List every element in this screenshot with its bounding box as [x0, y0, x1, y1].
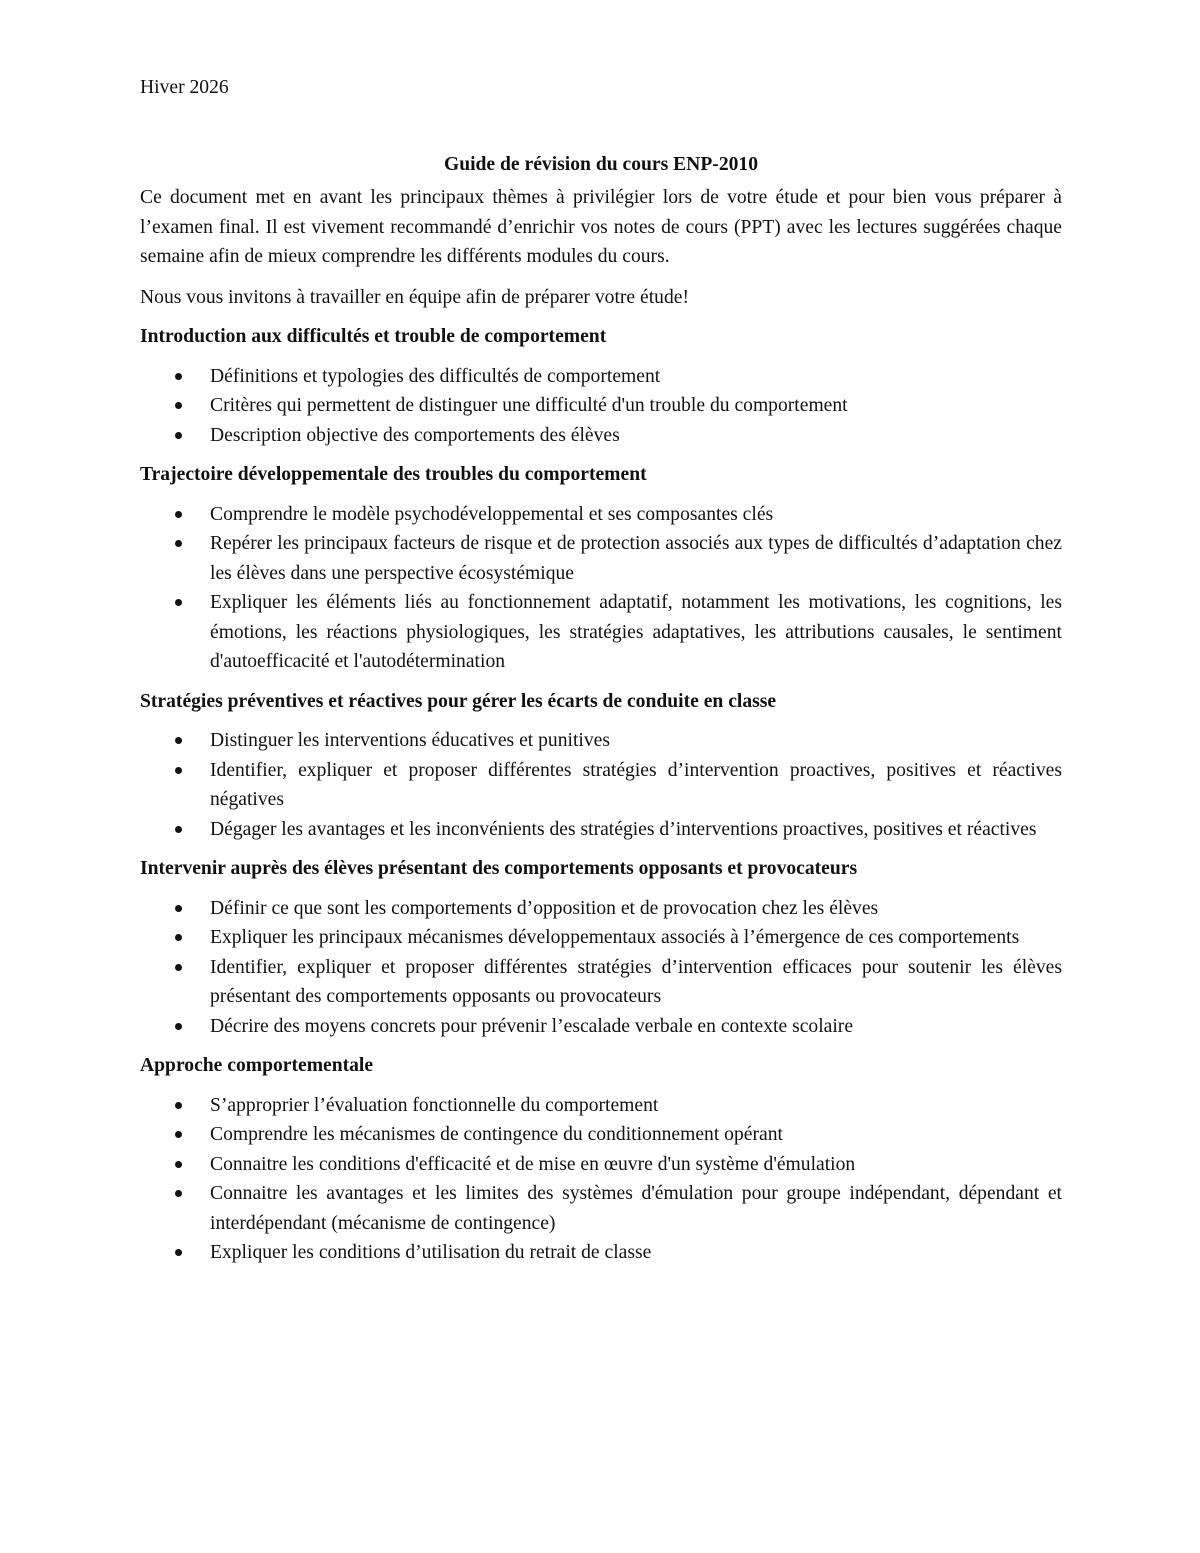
- list-item-text: Expliquer les principaux mécanismes développementaux associés à l’émergence de ces comportements: [210, 927, 1020, 948]
- bullet-icon: [175, 432, 182, 439]
- bullet-icon: [175, 934, 182, 941]
- bullet-icon: [175, 905, 182, 912]
- document-title: Guide de révision du cours ENP-2010: [443, 153, 759, 175]
- section-introduction: [140, 322, 1062, 450]
- section-title: Approche comportementale: [140, 1055, 374, 1076]
- bullet-icon: [175, 737, 182, 744]
- list-item-text: Repérer les principaux facteurs de risque et de protection associés aux types de difficultés d’adaptation chez les élèves dans une perspective écosystémique: [210, 533, 1062, 584]
- list-item: [140, 815, 1062, 845]
- bullet-icon: [175, 964, 182, 971]
- intro: [140, 183, 1062, 312]
- list-item: [140, 421, 1062, 451]
- list-item: [140, 894, 1062, 924]
- list-item: [140, 588, 1062, 677]
- bullet-list: [140, 1091, 1062, 1268]
- list-item: [140, 726, 1062, 756]
- bullet-icon: [175, 1023, 182, 1030]
- list-item-text: Identifier, expliquer et proposer différentes stratégies d’intervention efficaces pour soutenir les élèves présentant des comportements opposants ou provocateurs: [210, 956, 1062, 1007]
- list-item: [140, 1179, 1062, 1238]
- section-title: Trajectoire développementale des troubles du comportement: [140, 464, 647, 485]
- bullet-icon: [175, 1102, 182, 1109]
- section-approche-comportementale: [140, 1051, 1062, 1268]
- list-item-text: Comprendre les mécanismes de contingence du conditionnement opérant: [210, 1124, 783, 1145]
- list-item-text: Expliquer les éléments liés au fonctionnement adaptatif, notamment les motivations, les cognitions, les émotions, les réactions physiologiques, les stratégies adaptatives, les attributions causales, le sentiment d'autoefficacité et l'autodétermination: [210, 592, 1062, 672]
- section-strategies: [140, 687, 1062, 845]
- list-item-text: Décrire des moyens concrets pour prévenir l’escalade verbale en contexte scolaire: [210, 1015, 854, 1037]
- section-opposants: [140, 854, 1062, 1041]
- section-title: Intervenir auprès des élèves présentant des comportements opposants et provocateurs: [140, 858, 858, 879]
- bullet-icon: [175, 1131, 182, 1138]
- list-item-text: Dégager les avantages et les inconvénients des stratégies d’interventions proactives, positives et réactives: [210, 818, 1037, 840]
- section-title: Introduction aux difficultés et trouble de comportement: [140, 326, 607, 347]
- list-item: [140, 1238, 1062, 1268]
- term-header: Hiver 2026: [140, 77, 229, 98]
- list-item: [140, 1150, 1062, 1180]
- bullet-icon: [175, 1249, 182, 1256]
- bullet-list: [140, 500, 1062, 677]
- list-item-text: Expliquer les conditions d’utilisation du retrait de classe: [210, 1242, 652, 1263]
- bullet-icon: [175, 402, 182, 409]
- intro-paragraph: Ce document met en avant les principaux thèmes à privilégier lors de votre étude et pour bien vous préparer à l’examen final. Il est vivement recommandé d’enrichir vos notes de cours (PPT) avec les lectures suggérées chaque semaine afin de mieux comprendre les différents modules du cours.: [140, 187, 1062, 267]
- list-item: [140, 923, 1062, 953]
- list-item: [140, 1091, 1062, 1121]
- list-item-text: Critères qui permettent de distinguer une difficulté d'un trouble du comportement: [210, 395, 848, 416]
- section-trajectoire: [140, 460, 1062, 677]
- list-item: [140, 1012, 1062, 1042]
- section-title: Stratégies préventives et réactives pour gérer les écarts de conduite en classe: [140, 690, 777, 712]
- list-item: [140, 362, 1062, 392]
- list-item-text: Définitions et typologies des difficultés de comportement: [210, 365, 661, 387]
- list-item-text: Identifier, expliquer et proposer différentes stratégies d’intervention proactives, positives et réactives négatives: [210, 759, 1062, 810]
- list-item: [140, 953, 1062, 1012]
- list-item-text: Définir ce que sont les comportements d’opposition et de provocation chez les élèves: [210, 897, 879, 919]
- bullet-icon: [175, 540, 182, 547]
- intro-paragraph: Nous vous invitons à travailler en équipe afin de préparer votre étude!: [140, 286, 689, 308]
- list-item: [140, 756, 1062, 815]
- list-item-text: Description objective des comportements des élèves: [210, 424, 620, 446]
- bullet-icon: [175, 511, 182, 518]
- list-item-text: Connaitre les avantages et les limites des systèmes d'émulation pour groupe indépendant, dépendant et interdépendant (mécanisme de contingence): [210, 1183, 1062, 1234]
- bullet-icon: [175, 373, 182, 380]
- bullet-list: [140, 894, 1062, 1042]
- bullet-icon: [175, 599, 182, 606]
- list-item: [140, 1120, 1062, 1150]
- list-item: [140, 529, 1062, 588]
- bullet-list: [140, 362, 1062, 451]
- list-item: [140, 500, 1062, 530]
- bullet-icon: [175, 767, 182, 774]
- bullet-icon: [175, 1161, 182, 1168]
- list-item-text: S’approprier l’évaluation fonctionnelle du comportement: [210, 1094, 659, 1116]
- list-item-text: Comprendre le modèle psychodéveloppemental et ses composantes clés: [210, 503, 774, 525]
- bullet-list: [140, 726, 1062, 844]
- bullet-icon: [175, 826, 182, 833]
- list-item-text: Distinguer les interventions éducatives et punitives: [210, 730, 610, 751]
- bullet-icon: [175, 1190, 182, 1197]
- list-item-text: Connaitre les conditions d'efficacité et de mise en œuvre d'un système d'émulation: [210, 1153, 856, 1175]
- list-item: [140, 391, 1062, 421]
